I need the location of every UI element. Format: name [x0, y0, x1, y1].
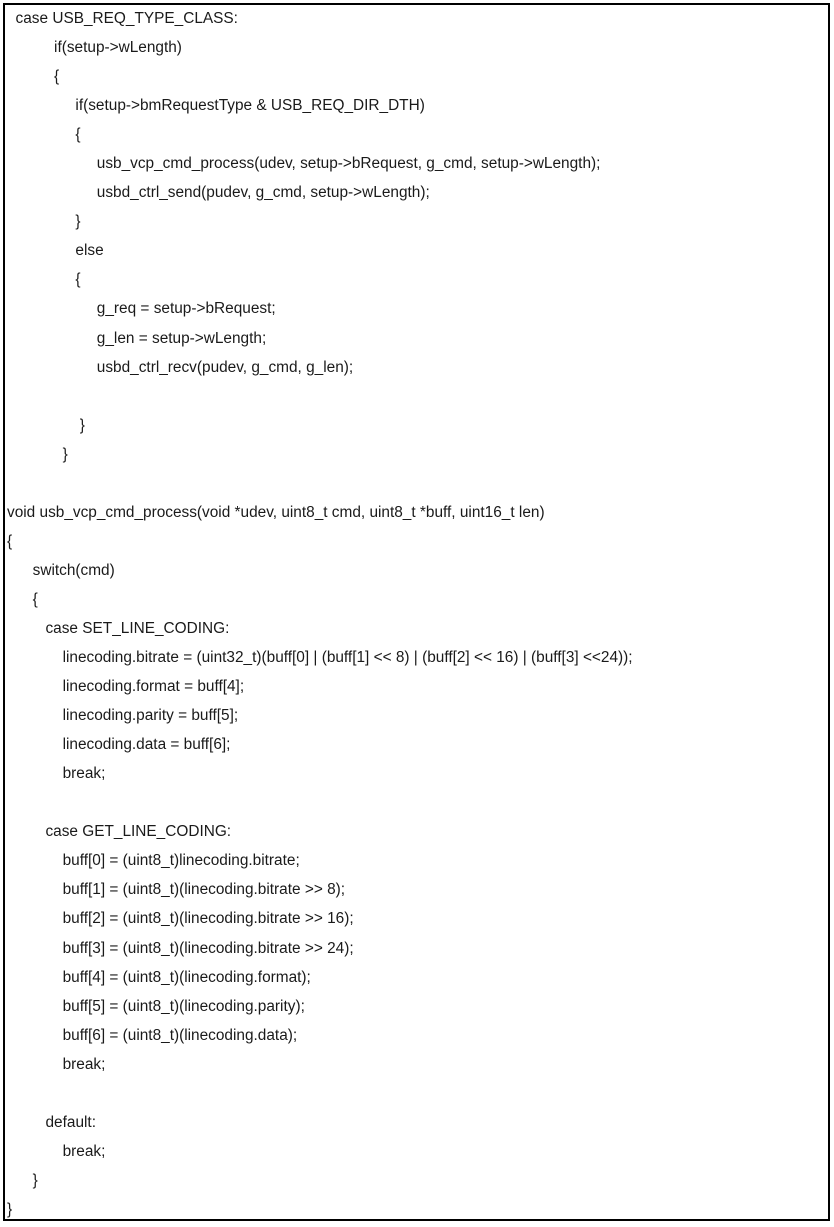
- code-line: default:: [7, 1113, 96, 1131]
- code-line: }: [7, 445, 68, 463]
- code-line: buff[4] = (uint8_t)(linecoding.format);: [7, 968, 311, 986]
- code-line: case GET_LINE_CODING:: [7, 823, 232, 841]
- code-line: [7, 469, 827, 498]
- code-line: }: [7, 1171, 38, 1189]
- code-line: else: [7, 242, 104, 260]
- code-line: [7, 1079, 827, 1108]
- code-line: {: [7, 590, 38, 608]
- code-line: }: [7, 416, 85, 434]
- code-line: g_req = setup->bRequest;: [7, 300, 276, 318]
- code-line: void usb_vcp_cmd_process(void *udev, uint8_t cmd, uint8_t *buff, uint16_t len): [7, 503, 545, 521]
- code-line: case SET_LINE_CODING:: [7, 619, 230, 637]
- code-line: buff[2] = (uint8_t)(linecoding.bitrate >> 16);: [7, 910, 354, 928]
- code-line: {: [7, 68, 60, 86]
- code-line: buff[3] = (uint8_t)(linecoding.bitrate >> 24);: [7, 939, 354, 957]
- code-line: if(setup->bmRequestType & USB_REQ_DIR_DTH): [7, 97, 425, 115]
- code-line: buff[1] = (uint8_t)(linecoding.bitrate >> 8);: [7, 881, 346, 899]
- code-line: [7, 788, 827, 817]
- code-line: {: [7, 532, 13, 550]
- code-line: linecoding.format = buff[4];: [7, 678, 245, 696]
- code-line: usb_vcp_cmd_process(udev, setup->bRequest, g_cmd, setup->wLength);: [7, 155, 601, 173]
- code-line: buff[5] = (uint8_t)(linecoding.parity);: [7, 997, 305, 1015]
- code-listing: [7, 4, 827, 1224]
- code-line: linecoding.parity = buff[5];: [7, 707, 239, 725]
- code-line: usbd_ctrl_send(pudev, g_cmd, setup->wLength);: [7, 184, 430, 202]
- code-line: g_len = setup->wLength;: [7, 329, 267, 347]
- code-line: usbd_ctrl_recv(pudev, g_cmd, g_len);: [7, 358, 354, 376]
- code-line: break;: [7, 1055, 106, 1073]
- code-line: case USB_REQ_TYPE_CLASS:: [7, 10, 238, 27]
- code-line: break;: [7, 1142, 106, 1160]
- code-line: break;: [7, 765, 106, 783]
- code-line: {: [7, 126, 81, 144]
- code-line: }: [7, 213, 81, 231]
- code-line: buff[0] = (uint8_t)linecoding.bitrate;: [7, 852, 300, 870]
- code-line: {: [7, 271, 81, 289]
- code-line: linecoding.data = buff[6];: [7, 736, 231, 754]
- code-line: [7, 382, 827, 411]
- code-line: if(setup->wLength): [7, 39, 182, 57]
- code-line: switch(cmd): [7, 561, 115, 579]
- code-line: }: [7, 1200, 13, 1218]
- code-line: buff[6] = (uint8_t)(linecoding.data);: [7, 1026, 298, 1044]
- code-line: linecoding.bitrate = (uint32_t)(buff[0] | (buff[1] << 8) | (buff[2] << 16) | (buff[3] <<24));: [7, 649, 633, 667]
